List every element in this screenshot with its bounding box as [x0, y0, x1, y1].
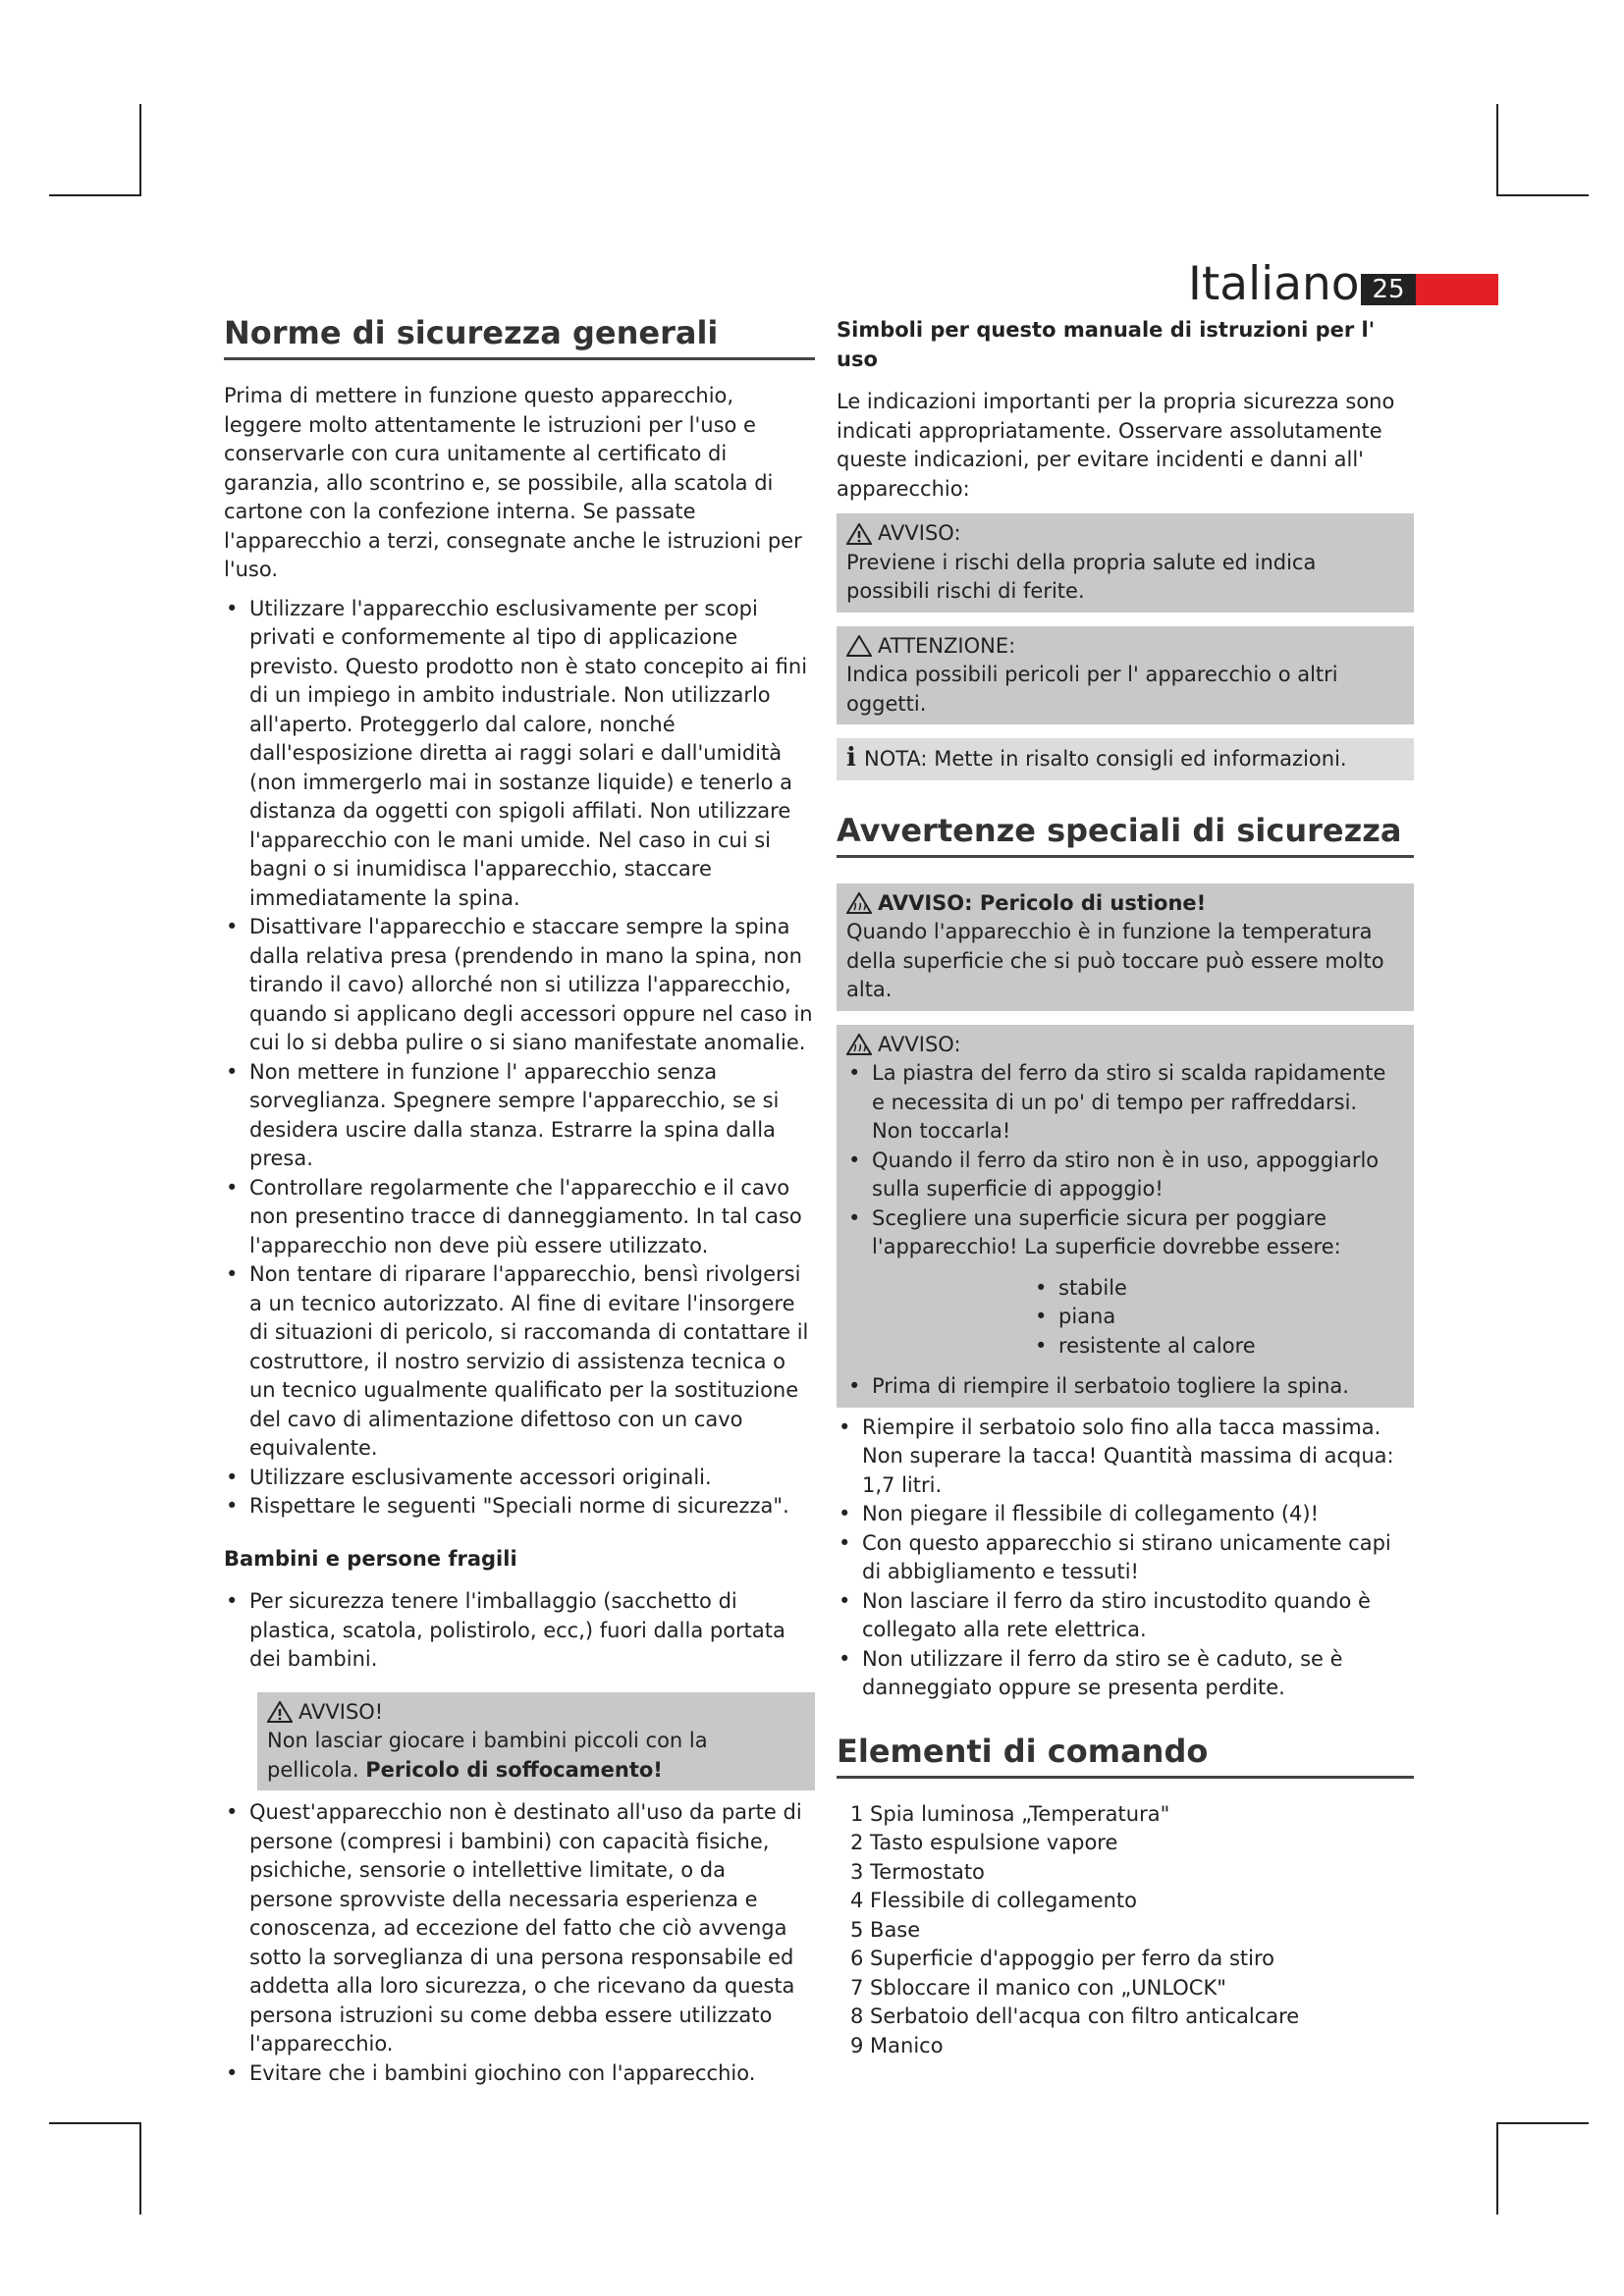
list-item: 2 Tasto espulsione vapore [850, 1831, 1118, 1854]
list-item: • Con questo apparecchio si stirano unicamente capi di abbigliamento e tessuti! [839, 1530, 1391, 1583]
warning-triangle-icon [267, 1701, 293, 1723]
vulnerable-persons-list [224, 1798, 815, 2088]
surface-requirements-list [846, 1274, 1404, 1362]
list-item: 1 Spia luminosa „Temperatura" [850, 1801, 1170, 1826]
list-item: • Utilizzare l'apparecchio esclusivamente per scopi privati e conformemente al tipo di applicazione previsto. Questo prodotto non è stato concepito ai fini di un impiego in ambito industriale. Non utilizzarlo all'aperto. Proteggerlo dal calore, nonché dall'esposizione diretta ai raggi solari e dall'umidità (non immergerlo mai in sostanze liquide) e tenerlo a distanza da oggetti con spigoli affilati. Non utilizzare l'apparecchio con le mani umide. Nel caso in cui si bagni o si inumidisca l'apparecchio, staccare immediatamente la spina. [226, 596, 808, 910]
list-item: • Utilizzare esclusivamente accessori originali. [226, 1465, 712, 1489]
warning-box-title: AVVISO! [267, 1698, 805, 1728]
list-item: • Non piegare il flessibile di collegamento (4)! [839, 1502, 1320, 1525]
hot-surface-icon [846, 1034, 872, 1055]
warning-triangle-icon [846, 523, 872, 545]
burn-warning-text: Quando l'apparecchio è in funzione la temperatura della superficie che si può toccare può essere molto alta. [846, 920, 1384, 1001]
list-item: 4 Flessibile di collegamento [850, 1889, 1137, 1912]
nota-box-text: Mette in risalto consigli ed informazioni. [934, 747, 1347, 771]
burn-warning-box [837, 883, 1414, 1011]
list-item: • Controllare regolarmente che l'apparecchio e il cavo non presentino tracce di danneggiamento. In tal caso l'apparecchio non deve più essere utilizzato. [226, 1175, 802, 1257]
nota-box-title: NOTA: [864, 747, 928, 771]
crop-mark-top-left-v [139, 104, 141, 196]
avviso2-box-title: AVVISO: [878, 1032, 961, 1056]
list-item: • Riempire il serbatoio solo fino alla tacca massima. Non superare la tacca! Quantità massima di acqua: 1,7 litri. [839, 1415, 1394, 1497]
avviso2-box [837, 1025, 1414, 1408]
controls-list [837, 1800, 1414, 2061]
list-item: • Prima di riempire il serbatoio togliere la spina. [848, 1374, 1349, 1398]
right-column [837, 312, 1414, 2060]
list-item: 9 Manico [850, 2033, 944, 2057]
avviso-box [837, 513, 1414, 613]
section-title-general-safety: Norme di sicurezza generali [224, 312, 815, 360]
list-item: 7 Sbloccare il manico con „UNLOCK" [850, 1975, 1226, 2000]
crop-mark-bottom-left-h [49, 2122, 141, 2124]
list-item: • Quando il ferro da stiro non è in uso, appoggiarlo sulla superficie di appoggio! [848, 1148, 1380, 1201]
list-item: 3 Termostato [850, 1859, 985, 1884]
crop-mark-top-right-v [1496, 104, 1498, 196]
safety-bullet-list [224, 595, 815, 1522]
list-item: • Per sicurezza tenere l'imballaggio (sacchetto di plastica, scatola, polistirolo, ecc,) fuori dalla portata dei bambini. [226, 1589, 785, 1671]
list-item: • resistente al calore [1035, 1333, 1256, 1358]
section-title-special-safety: Avvertenze speciali di sicurezza [837, 810, 1414, 858]
list-item: • Non lasciare il ferro da stiro incustodito quando è collegato alla rete elettrica. [839, 1588, 1371, 1641]
hot-surface-icon [846, 892, 872, 914]
symbols-intro: Le indicazioni importanti per la propria sicurezza sono indicati appropriatamente. Osservare assolutamente queste indicazioni, per evitare incidenti e danni all' apparecchio: [837, 390, 1395, 501]
list-item: • La piastra del ferro da stiro si scalda rapidamente e necessita di un po' di tempo per raffreddarsi. Non toccarla! [848, 1061, 1386, 1143]
symbols-heading: Simboli per questo manuale di istruzioni per l' uso [837, 318, 1376, 371]
list-item: 5 Base [850, 1917, 921, 1942]
crop-mark-bottom-right-h [1496, 2122, 1589, 2124]
list-item: • Evitare che i bambini giochino con l'apparecchio. [226, 2060, 756, 2085]
children-bullet-list [224, 1587, 815, 1675]
language-header: Italiano [1188, 257, 1360, 311]
list-item: • Non mettere in funzione l' apparecchio senza sorveglianza. Spegnere sempre l'apparecchio, se si desidera uscire dalla stanza. Estrarre la spina dalla presa. [226, 1059, 780, 1170]
warning-box-text: Non lasciar giocare i bambini piccoli con la pellicola. Pericolo di soffocamento! [267, 1729, 708, 1782]
list-item: • piana [1035, 1305, 1116, 1328]
list-item: • Non utilizzare il ferro da stiro se è caduto, se è danneggiato oppure se presenta perdite. [839, 1646, 1343, 1699]
attenzione-box [837, 626, 1414, 725]
caution-triangle-icon [846, 635, 872, 657]
list-item: 8 Serbatoio dell'acqua con filtro anticalcare [850, 2004, 1300, 2028]
info-icon: i [846, 743, 856, 773]
accent-bar [1416, 274, 1498, 305]
warning-box-suffocation [257, 1692, 815, 1791]
burn-warning-title: AVVISO: Pericolo di ustione! [878, 890, 1207, 915]
intro-paragraph: Prima di mettere in funzione questo apparecchio, leggere molto attentamente le istruzioni per l'uso e conservarle con cura unitamente al certificato di garanzia, allo scontrino e, se possibile, alla scatola di cartone con la confezione interna. Se passate l'apparecchio a terzi, consegnate anche le istruzioni per l'uso. [224, 384, 802, 581]
warning-box-bold-text: Pericolo di soffocamento! [365, 1757, 663, 1782]
unplug-warning-list [846, 1372, 1404, 1402]
list-item: 6 Superficie d'appoggio per ferro da stiro [850, 1947, 1274, 1970]
children-heading: Bambini e persone fragili [224, 1546, 517, 1571]
crop-mark-bottom-right-v [1496, 2122, 1498, 2215]
nota-box [837, 738, 1414, 780]
avviso-box-title: AVVISO: [878, 521, 961, 545]
attenzione-box-text: Indica possibili pericoli per l' apparecchio o altri oggetti. [846, 663, 1338, 716]
crop-mark-top-right-h [1496, 194, 1589, 196]
iron-warnings-list [846, 1059, 1404, 1262]
list-item: • stabile [1035, 1275, 1127, 1300]
list-item: • Disattivare l'apparecchio e staccare sempre la spina dalla relativa presa (prendendo in mano la spina, non tirando il cavo) allorché non si utilizza l'apparecchio, quando si applicano degli accessori oppure nel caso in cui lo si debba pulire o si siano manifestate anomalie. [226, 915, 813, 1054]
list-item: • Non tentare di riparare l'apparecchio, bensì rivolgersi a un tecnico autorizzato. Al fine di evitare l'insorgere di situazioni di pericolo, si raccomanda di contattare il costruttore, il nostro servizio di assistenza tecnica o un tecnico ugualmente qualificato per la sostituzione del cavo di alimentazione difettoso con un cavo equivalente. [226, 1262, 809, 1460]
attenzione-box-title: ATTENZIONE: [878, 633, 1016, 658]
crop-mark-top-left-h [49, 194, 141, 196]
crop-mark-bottom-left-v [139, 2122, 141, 2215]
special-bullet-list [837, 1414, 1414, 1703]
list-item: • Rispettare le seguenti "Speciali norme di sicurezza". [226, 1494, 789, 1518]
avviso-box-text: Previene i rischi della propria salute ed indica possibili rischi di ferite. [846, 550, 1317, 603]
list-item: • Quest'apparecchio non è destinato all'uso da parte di persone (compresi i bambini) con capacità fisiche, psichiche, sensorie o intellettive limitate, o da persone sprovviste della necessaria esperienza e conoscenza, ad eccezione del fatto che ciò avvenga sotto la sorveglianza di una persona responsabile ed addetta alla loro sicurezza, o che ricevano da questa persona istruzioni su come debba essere utilizzato l'apparecchio. [226, 1800, 802, 2056]
page-number: 25 [1361, 274, 1416, 305]
left-column [224, 312, 815, 2088]
section-title-controls: Elementi di comando [837, 1731, 1414, 1779]
list-item: • Scegliere una superficie sicura per poggiare l'apparecchio! La superficie dovrebbe essere: [848, 1205, 1341, 1258]
